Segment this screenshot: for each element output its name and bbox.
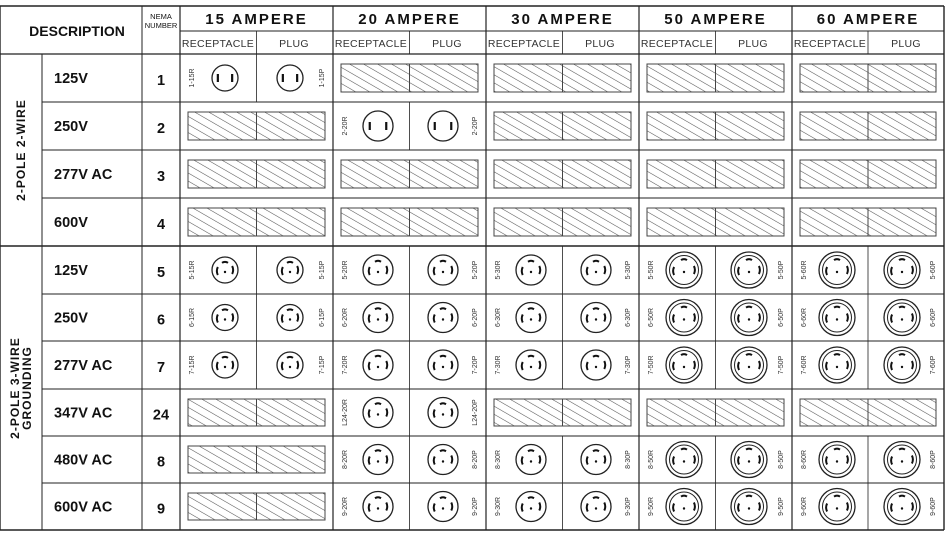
nema-number: 24: [152, 407, 170, 424]
receptacle-config-label: 8-20R: [342, 449, 349, 470]
receptacle-subheader: RECEPTACLE: [640, 38, 714, 50]
receptacle-config-label: 7-30R: [495, 355, 502, 375]
plug-face-icon: [731, 300, 767, 336]
receptacle-face-icon: [666, 347, 702, 383]
receptacle-subheader: RECEPTACLE: [334, 38, 408, 50]
plug-config-label: 7-30P: [625, 355, 632, 375]
receptacle-face-icon: [516, 350, 546, 380]
plug-face-icon: [884, 252, 920, 288]
voltage-label: 125V: [54, 263, 88, 279]
group-label-1-1: GROUNDING: [20, 346, 34, 430]
receptacle-face-icon: [363, 398, 393, 428]
ampere-header-2: 30 AMPERE: [511, 11, 614, 28]
plug-config-label: 5-20P: [472, 260, 479, 280]
plug-face-icon: [884, 489, 920, 525]
receptacle-face-icon: [819, 489, 855, 525]
plug-config-label: 5-30P: [625, 260, 632, 280]
plug-config-label: 6-30P: [625, 308, 632, 327]
receptacle-subheader: RECEPTACLE: [181, 38, 255, 50]
plug-config-label: L24-20P: [472, 399, 479, 426]
group-label-0-0: 2-POLE 2-WIRE: [14, 99, 28, 201]
plug-face-icon: [428, 111, 458, 141]
receptacle-face-icon: [212, 65, 238, 91]
plug-config-label: 6-50P: [778, 308, 785, 327]
plug-face-icon: [277, 257, 303, 283]
receptacle-face-icon: [819, 300, 855, 336]
receptacle-config-label: 5-60R: [801, 260, 808, 280]
plug-face-icon: [428, 303, 458, 333]
nema-number: 1: [156, 73, 166, 89]
plug-face-icon: [731, 442, 767, 478]
receptacle-config-label: 6-60R: [801, 307, 808, 328]
plug-config-label: 2-20P: [472, 116, 479, 136]
receptacle-face-icon: [363, 303, 393, 333]
voltage-label: 277V AC: [54, 358, 113, 374]
receptacle-config-label: 5-50R: [648, 260, 655, 280]
nema-number: 5: [156, 265, 166, 281]
plug-subheader: PLUG: [432, 38, 462, 50]
ampere-header-0: 15 AMPERE: [205, 11, 308, 28]
plug-config-label: 8-60P: [930, 450, 937, 469]
receptacle-config-label: 6-50R: [648, 307, 655, 328]
plug-subheader: PLUG: [738, 38, 768, 50]
plug-face-icon: [731, 347, 767, 383]
voltage-label: 480V AC: [54, 452, 113, 469]
receptacle-config-label: 5-30R: [495, 260, 502, 280]
plug-face-icon: [581, 492, 611, 522]
receptacle-face-icon: [212, 352, 238, 378]
nema-number-header-line2: NUMBER: [144, 21, 178, 30]
receptacle-subheader: RECEPTACLE: [487, 38, 561, 50]
voltage-label: 250V: [54, 310, 88, 327]
receptacle-config-label: 9-60R: [801, 496, 808, 517]
plug-face-icon: [731, 252, 767, 288]
plug-face-icon: [581, 445, 611, 475]
receptacle-face-icon: [363, 111, 393, 141]
receptacle-config-label: 9-50R: [648, 496, 655, 517]
plug-config-label: 6-20P: [472, 308, 479, 327]
plug-config-label: 8-50P: [778, 450, 785, 469]
nema-number: 6: [156, 312, 166, 329]
receptacle-config-label: 7-50R: [648, 355, 655, 375]
plug-face-icon: [581, 303, 611, 333]
plug-face-icon: [884, 347, 920, 383]
receptacle-config-label: 8-50R: [648, 449, 655, 470]
voltage-label: 347V AC: [54, 405, 113, 422]
receptacle-face-icon: [666, 442, 702, 478]
plug-config-label: 5-50P: [778, 260, 785, 280]
plug-subheader: PLUG: [891, 38, 921, 50]
description-header: DESCRIPTION: [29, 23, 125, 39]
receptacle-config-label: 5-20R: [342, 260, 349, 280]
receptacle-face-icon: [363, 255, 393, 285]
receptacle-config-label: 2-20R: [342, 116, 349, 136]
plug-config-label: 7-60P: [930, 355, 937, 375]
receptacle-config-label: 5-15R: [189, 260, 196, 280]
plug-config-label: 1-15P: [319, 68, 326, 88]
receptacle-config-label: 8-60R: [801, 449, 808, 470]
group-label-1-0: 2-POLE 3-WIRE: [8, 337, 22, 439]
plug-config-label: 8-30P: [625, 450, 632, 469]
plug-config-label: 5-15P: [319, 260, 326, 280]
plug-config-label: 9-30P: [625, 497, 632, 516]
receptacle-face-icon: [212, 257, 238, 283]
receptacle-face-icon: [819, 252, 855, 288]
plug-face-icon: [731, 489, 767, 525]
plug-face-icon: [428, 445, 458, 475]
receptacle-config-label: 7-15R: [189, 355, 196, 375]
plug-subheader: PLUG: [585, 38, 615, 50]
plug-face-icon: [884, 300, 920, 336]
plug-face-icon: [581, 350, 611, 380]
receptacle-config-label: 7-60R: [801, 355, 808, 375]
receptacle-config-label: 1-15R: [189, 68, 196, 88]
receptacle-config-label: 6-15R: [189, 307, 196, 328]
receptacle-face-icon: [666, 489, 702, 525]
plug-config-label: 9-50P: [778, 497, 785, 516]
receptacle-face-icon: [516, 255, 546, 285]
receptacle-face-icon: [516, 445, 546, 475]
receptacle-face-icon: [363, 492, 393, 522]
plug-config-label: 9-20P: [472, 497, 479, 516]
ampere-header-3: 50 AMPERE: [664, 11, 767, 28]
plug-face-icon: [277, 352, 303, 378]
plug-config-label: 5-60P: [930, 260, 937, 280]
nema-number: 9: [156, 501, 166, 518]
receptacle-face-icon: [666, 252, 702, 288]
plug-subheader: PLUG: [279, 38, 309, 50]
plug-face-icon: [428, 492, 458, 522]
plug-config-label: 9-60P: [930, 497, 937, 516]
receptacle-face-icon: [666, 300, 702, 336]
receptacle-config-label: 9-30R: [495, 496, 502, 517]
plug-config-label: 7-15P: [319, 355, 326, 375]
nema-number: 7: [156, 360, 166, 376]
plug-face-icon: [277, 65, 303, 91]
receptacle-subheader: RECEPTACLE: [793, 38, 867, 50]
voltage-label: 600V AC: [54, 499, 113, 516]
plug-face-icon: [581, 255, 611, 285]
plug-face-icon: [277, 305, 303, 331]
plug-config-label: 6-15P: [319, 308, 326, 327]
plug-config-label: 8-20P: [472, 450, 479, 469]
plug-face-icon: [428, 255, 458, 285]
receptacle-face-icon: [819, 347, 855, 383]
receptacle-face-icon: [212, 305, 238, 331]
voltage-label: 277V AC: [54, 167, 113, 183]
ampere-header-1: 20 AMPERE: [358, 11, 461, 28]
voltage-label: 250V: [54, 119, 88, 135]
nema-number-header-line1: NEMA: [150, 12, 172, 21]
receptacle-face-icon: [516, 492, 546, 522]
receptacle-config-label: 8-30R: [495, 449, 502, 470]
nema-number: 4: [156, 217, 166, 233]
nema-number: 8: [156, 454, 166, 471]
nema-number: 2: [156, 121, 166, 137]
receptacle-face-icon: [516, 303, 546, 333]
receptacle-face-icon: [363, 350, 393, 380]
plug-config-label: 7-20P: [472, 355, 479, 375]
voltage-label: 125V: [54, 71, 88, 87]
receptacle-config-label: 9-20R: [342, 496, 349, 517]
plug-face-icon: [884, 442, 920, 478]
nema-number: 3: [156, 169, 166, 185]
receptacle-config-label: 7-20R: [342, 355, 349, 375]
plug-config-label: 7-50P: [778, 355, 785, 375]
plug-face-icon: [428, 398, 458, 428]
receptacle-face-icon: [819, 442, 855, 478]
receptacle-face-icon: [363, 445, 393, 475]
voltage-label: 600V: [54, 215, 88, 231]
plug-face-icon: [428, 350, 458, 380]
ampere-header-4: 60 AMPERE: [816, 11, 920, 28]
receptacle-config-label: 6-30R: [495, 307, 502, 328]
plug-config-label: 6-60P: [930, 308, 937, 327]
receptacle-config-label: L24-20R: [342, 399, 349, 426]
receptacle-config-label: 6-20R: [342, 307, 349, 328]
